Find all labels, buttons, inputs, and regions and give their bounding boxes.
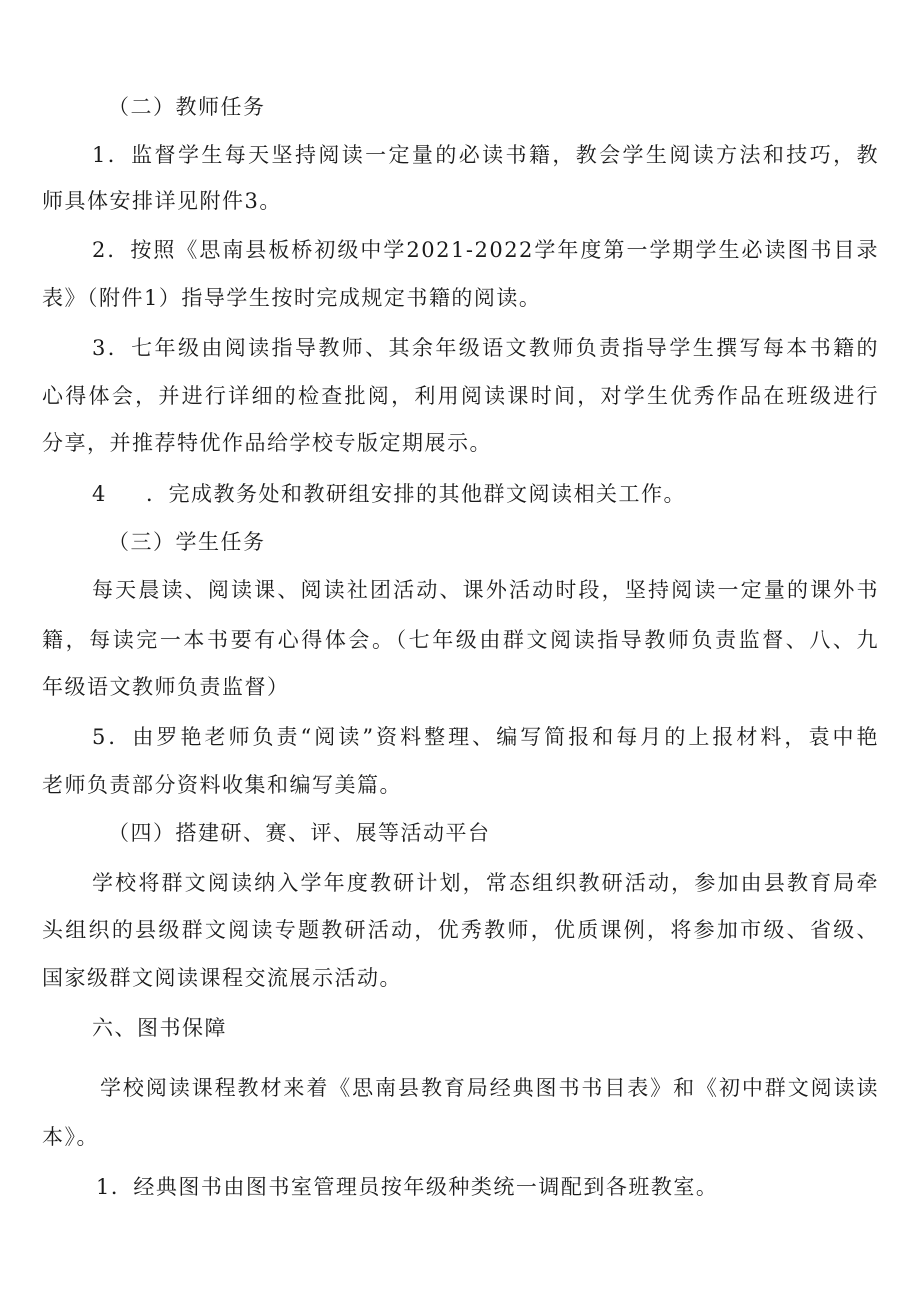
section-2-item-3-line-2: 心得体会，并进行详细的检查批阅，利用阅读课时间，对学生优秀作品在班级进行 <box>42 384 879 408</box>
section-2-item-1-line-1: 1．监督学生每天坚持阅读一定量的必读书籍，教会学生阅读方法和技巧，教 <box>92 143 879 167</box>
section-3-para-line-2: 籍，每读完一本书要有心得体会。（七年级由群文阅读指导教师负责监督、八、九 <box>42 628 879 652</box>
section-4-para-line-1: 学校将群文阅读纳入学年度教研计划，常态组织教研活动，参加由县教育局牵 <box>92 871 879 895</box>
section-2-item-4-number: 4 <box>92 482 107 506</box>
section-4-para-line-3: 国家级群文阅读课程交流展示活动。 <box>42 966 402 990</box>
section-3-item-5-line-1: 5．由罗艳老师负责“阅读”资料整理、编写简报和每月的上报材料，袁中艳 <box>92 725 879 749</box>
section-4-para-line-2: 头组织的县级群文阅读专题教研活动，优秀教师，优质课例，将参加市级、省级、 <box>42 918 879 942</box>
section-2-item-2-line-2: 表》（附件1）指导学生按时完成规定书籍的阅读。 <box>42 286 542 310</box>
section-6-heading: 六、图书保障 <box>92 1016 227 1040</box>
section-6-item-1: 1．经典图书由图书室管理员按年级种类统一调配到各班教室。 <box>96 1175 719 1199</box>
section-2-item-1-line-2: 师具体安排详见附件3。 <box>42 189 282 213</box>
section-3-para-line-3: 年级语文教师负责监督） <box>42 675 290 699</box>
section-6-para-line-2: 本》。 <box>42 1125 99 1149</box>
section-3-para-line-1: 每天晨读、阅读课、阅读社团活动、课外活动时段，坚持阅读一定量的课外书 <box>92 578 879 602</box>
section-3-item-5-line-2: 老师负责部分资料收集和编写美篇。 <box>42 773 402 797</box>
section-2-heading: （二）教师任务 <box>108 95 266 119</box>
section-2-item-4-text: ．完成教务处和教研组安排的其他群文阅读相关工作。 <box>146 482 686 506</box>
section-4-heading: （四）搭建研、赛、评、展等活动平台 <box>108 821 491 845</box>
section-6-para-line-1: 学校阅读课程教材来着《思南县教育局经典图书书目表》和《初中群文阅读读 <box>100 1076 879 1100</box>
section-3-heading: （三）学生任务 <box>108 530 266 554</box>
section-2-item-3-line-3: 分享，并推荐特优作品给学校专版定期展示。 <box>42 431 492 455</box>
section-2-item-3-line-1: 3．七年级由阅读指导教师、其余年级语文教师负责指导学生撰写每本书籍的 <box>92 336 879 360</box>
section-2-item-2-line-1: 2．按照《思南县板桥初级中学2021-2022学年度第一学期学生必读图书目录 <box>92 238 879 262</box>
